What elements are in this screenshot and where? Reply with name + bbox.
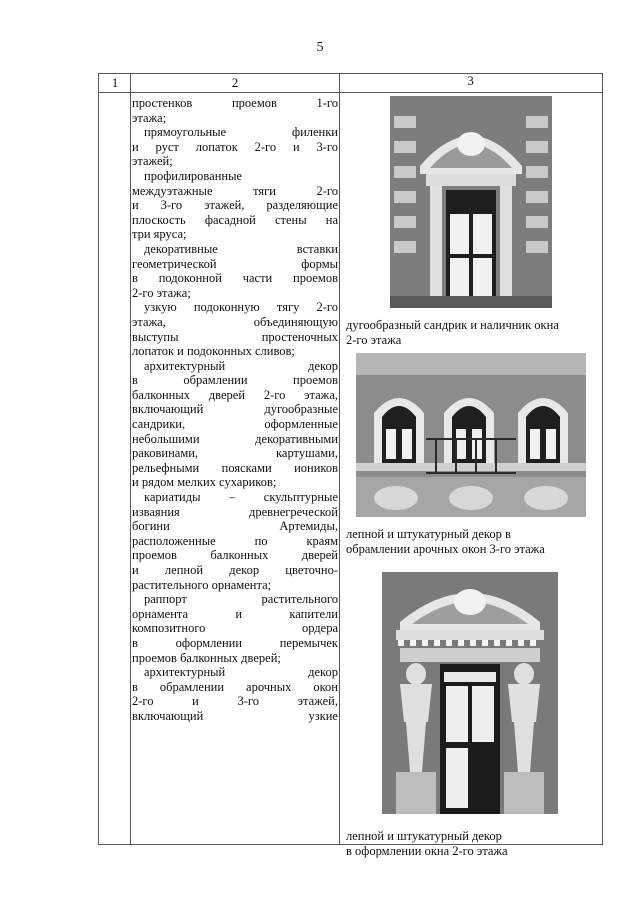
text-line: проемов балконных дверей xyxy=(132,548,338,563)
text-line: три яруса; xyxy=(132,227,187,242)
facade-photo-1 xyxy=(390,96,552,308)
text-line: в обрамлении арочных окон xyxy=(132,679,338,694)
text-line: композитного ордера xyxy=(132,621,338,636)
text-line: и 3-го этажей, разделяющие xyxy=(132,198,338,213)
text-line: узкую подоконную тягу 2-го xyxy=(144,300,338,315)
text-line: в оформлении перемычек xyxy=(132,635,338,650)
text-line: раковинами, картушами, xyxy=(132,446,338,461)
text-line: и лепной декор цветочно- xyxy=(132,563,338,577)
page-number: 5 xyxy=(316,40,324,55)
text-line: лопаток и подоконных сливов; xyxy=(132,344,295,359)
text-line: включающий узкие xyxy=(132,708,338,723)
text-line: в обрамлении проемов xyxy=(132,373,338,388)
text-line: расположенные по краям xyxy=(132,533,338,548)
text-line: профилированные xyxy=(144,168,243,183)
column-divider xyxy=(339,74,340,844)
text-line: проемов балконных дверей; xyxy=(132,650,281,665)
text-line: и рядом мелких сухариков; xyxy=(132,475,277,490)
text-line: выступы простеночных xyxy=(132,329,338,344)
caption-line: лепной и штукатурный декор в xyxy=(346,527,511,541)
caption-line: обрамлении арочных окон 3-го этажа xyxy=(346,542,545,556)
text-line: и руст лопаток 2-го и 3-го xyxy=(132,139,338,154)
facade-photo-3 xyxy=(382,572,558,814)
text-line: балконных дверей 2-го этажа, xyxy=(132,387,338,402)
text-line: геометрической формы xyxy=(132,256,338,271)
text-line: плоскость фасадной стены на xyxy=(132,212,338,227)
text-line: изваяния древнегреческой xyxy=(132,504,338,519)
text-line: небольшими декоративными xyxy=(132,431,338,446)
text-line: включающий дугообразные xyxy=(132,402,338,417)
text-line: междуэтажные тяги 2-го xyxy=(132,183,338,198)
description-text xyxy=(132,96,338,724)
text-line: раппорт растительного xyxy=(144,592,338,607)
column-header-2: 2 xyxy=(231,75,239,90)
text-line: архитектурный декор xyxy=(144,358,338,373)
caption-line: 2-го этажа xyxy=(346,333,402,347)
text-line: простенков проемов 1-го xyxy=(132,96,338,110)
text-line: в подоконной части проемов xyxy=(132,271,338,286)
text-line: 2-го и 3-го этажей, xyxy=(132,694,338,709)
table-header-row xyxy=(99,74,602,93)
photo-caryatids-window xyxy=(382,572,558,814)
text-line: этажей; xyxy=(132,154,173,169)
text-line: рельефными поясками иоников xyxy=(132,460,338,475)
photo-curved-pediment-window xyxy=(390,96,552,308)
column-header-3: 3 xyxy=(467,73,474,88)
text-line: богини Артемиды, xyxy=(132,519,338,534)
text-line: этажа; xyxy=(132,110,167,125)
column-header-1: 1 xyxy=(111,75,119,90)
caption-line: в оформлении окна 2-го этажа xyxy=(346,844,508,858)
photo-caption-2 xyxy=(346,527,596,557)
photo-arched-windows xyxy=(356,353,586,517)
text-line: 2-го этажа; xyxy=(132,285,191,300)
description-table xyxy=(98,73,603,858)
text-line: декоративные вставки xyxy=(144,241,338,256)
text-line: этажа, объединяющую xyxy=(132,314,338,329)
photo-caption-3 xyxy=(346,829,596,859)
text-line: архитектурный декор xyxy=(144,665,338,680)
column-divider xyxy=(130,74,131,844)
text-line: орнамента и капители xyxy=(132,606,338,621)
facade-photo-2 xyxy=(356,353,586,517)
text-line: растительного орнамента; xyxy=(132,577,272,592)
caption-line: дугообразный сандрик и наличник окна xyxy=(346,318,559,332)
photo-caption-1 xyxy=(346,318,596,348)
text-line: сандрики, оформленные xyxy=(132,417,338,432)
caption-line: лепной и штукатурный декор xyxy=(346,829,502,843)
text-line: прямоугольные филенки xyxy=(144,125,338,140)
text-line: кариатиды – скульптурные xyxy=(144,490,338,505)
